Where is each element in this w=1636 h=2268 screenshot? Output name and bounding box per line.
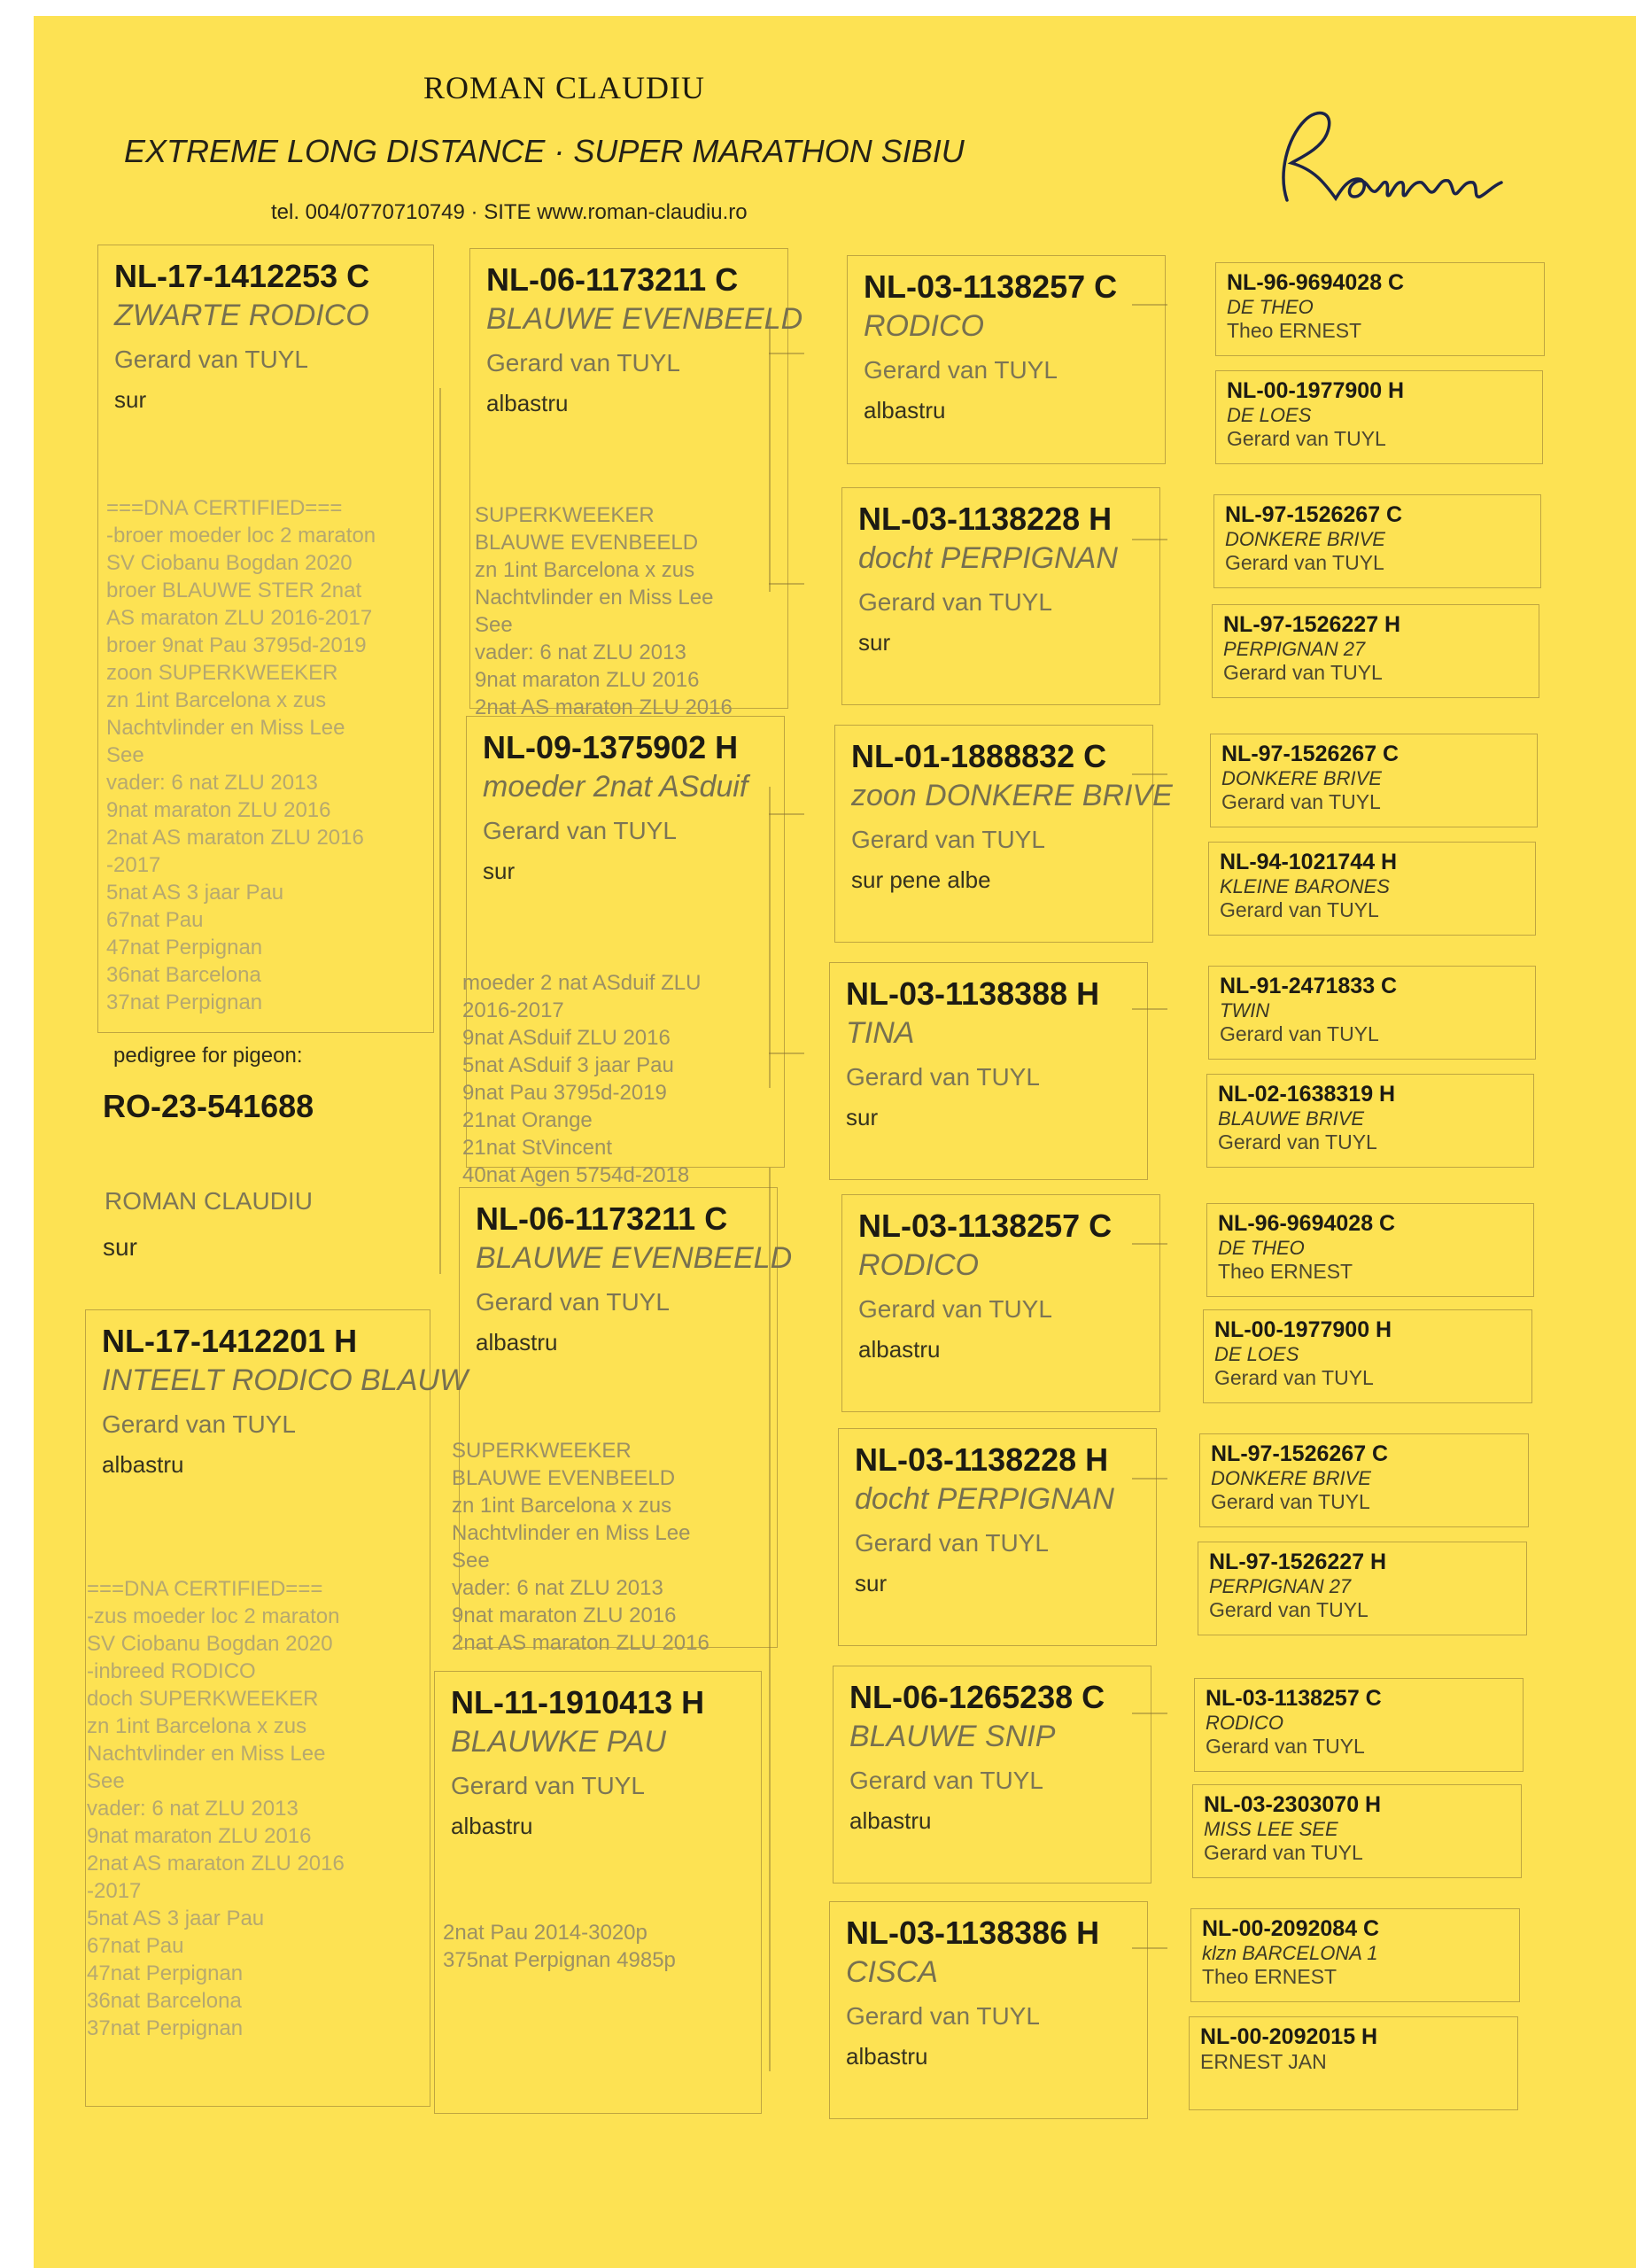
owner-name: Gerard van TUYL — [1214, 1366, 1374, 1389]
pigeon-name: DONKERE BRIVE — [1221, 767, 1382, 789]
owner-name: Gerard van TUYL — [1206, 1735, 1365, 1758]
pigeon-name: zoon DONKERE BRIVE — [851, 779, 1173, 812]
owner-name: Theo ERNEST — [1227, 319, 1362, 342]
gen3-card-2[interactable] — [841, 487, 1160, 705]
owner-name: Gerard van TUYL — [1204, 1841, 1363, 1864]
pigeon-name: BLAUWE EVENBEELD — [476, 1241, 793, 1275]
breeder-subtitle: EXTREME LONG DISTANCE · SUPER MARATHON SIBIU — [124, 133, 965, 169]
gen4-card-1[interactable] — [1215, 262, 1545, 356]
gen4-card-3[interactable] — [1213, 494, 1541, 588]
ring-number: NL-17-1412253 C — [114, 258, 370, 294]
pigeon-color: albastru — [864, 397, 946, 423]
ring-number: NL-03-1138257 C — [858, 1208, 1113, 1244]
pigeon-name: CISCA — [846, 1955, 938, 1989]
pigeon-name: ZWARTE RODICO — [114, 299, 369, 332]
pigeon-name: PERPIGNAN 27 — [1209, 1575, 1352, 1597]
ring-number: NL-17-1412201 H — [102, 1323, 358, 1359]
owner-name: Gerard van TUYL — [1220, 1022, 1379, 1045]
gen4-card-16[interactable] — [1189, 2016, 1518, 2110]
pigeon-name: docht PERPIGNAN — [855, 1482, 1114, 1516]
ring-number: NL-09-1375902 H — [483, 729, 739, 765]
pigeon-name: DE THEO — [1218, 1237, 1305, 1259]
ring-number: NL-00-1977900 H — [1214, 1317, 1392, 1342]
ring-number: NL-03-1138257 C — [1206, 1686, 1382, 1711]
gen2-card-1-notes: SUPERKWEEKER BLAUWE EVENBEELD zn 1int Barcelona x zus Nachtvlinder en Miss Lee See vader: 6 nat ZLU 2013 9nat maraton ZLU 2016 2nat AS maraton ZLU 2016 — [475, 503, 733, 719]
sire-notes: ===DNA CERTIFIED=== -broer moeder loc 2 maraton SV Ciobanu Bogdan 2020 broer BLAUWE STER 2nat AS maraton ZLU 2016-2017 broer 9nat Pau 3795d-2019 zoon SUPERKWEEKER zn 1int Barcelona x zus Nachtvlinder en Miss Lee See vader: 6 nat ZLU 2013 9nat maraton ZLU 2016 2nat AS maraton ZLU 2016 -2017 5nat AS 3 jaar Pau 67nat Pau 47nat Perpignan 36nat Barcelona 37nat Perpignan — [106, 496, 376, 1014]
gen3-card-7[interactable] — [833, 1666, 1151, 1884]
ring-number: NL-97-1526227 H — [1209, 1550, 1387, 1574]
gen4-card-11[interactable] — [1199, 1433, 1529, 1527]
ring-number: NL-97-1526227 H — [1223, 612, 1401, 637]
gen4-card-2[interactable] — [1215, 370, 1543, 464]
owner-name: Gerard van TUYL — [846, 2002, 1040, 2030]
owner-name: Gerard van TUYL — [476, 1288, 670, 1316]
pigeon-name: DE LOES — [1227, 404, 1312, 426]
ring-number: NL-06-1173211 C — [476, 1200, 728, 1237]
pigeon-color: albastru — [451, 1813, 533, 1839]
breeder-contact: tel. 004/0770710749 · SITE www.roman-claudiu.ro — [271, 200, 748, 224]
ring-number: NL-03-2303070 H — [1204, 1792, 1382, 1817]
ring-number: NL-03-1138386 H — [846, 1915, 1100, 1951]
ring-number: NL-03-1138257 C — [864, 268, 1118, 305]
owner-name: Gerard van TUYL — [1225, 551, 1384, 574]
pigeon-name: BLAUWKE PAU — [451, 1725, 667, 1759]
owner-name: Gerard van TUYL — [1227, 427, 1386, 450]
ring-number: NL-03-1138228 H — [855, 1441, 1109, 1478]
owner-name: Theo ERNEST — [1202, 1965, 1337, 1988]
ring-number: NL-01-1888832 C — [851, 738, 1107, 774]
ring-number: NL-11-1910413 H — [451, 1684, 705, 1720]
gen3-card-6[interactable] — [838, 1428, 1157, 1646]
owner-name: Gerard van TUYL — [1218, 1130, 1377, 1153]
pigeon-color: albastru — [476, 1329, 558, 1355]
pigeon-color: sur — [114, 386, 147, 413]
pigeon-name: moeder 2nat ASduif — [483, 770, 748, 804]
ring-number: NL-97-1526267 C — [1221, 742, 1400, 766]
gen3-card-3[interactable] — [834, 725, 1173, 943]
gen3-card-5[interactable] — [841, 1194, 1160, 1412]
pigeon-color: albastru — [846, 2043, 928, 2070]
ring-number: NL-00-2092084 C — [1202, 1916, 1380, 1941]
pigeon-color: sur — [846, 1104, 879, 1130]
pigeon-name: docht PERPIGNAN — [858, 541, 1118, 575]
ring-number: NL-02-1638319 H — [1218, 1082, 1396, 1107]
pigeon-color: sur — [483, 858, 516, 884]
pigeon-name: RODICO — [858, 1248, 979, 1282]
ring-number: NL-96-9694028 C — [1218, 1211, 1396, 1236]
pigeon-color: albastru — [858, 1336, 941, 1363]
pigeon-name: BLAUWE SNIP — [849, 1720, 1056, 1753]
gen4-card-9[interactable] — [1206, 1203, 1534, 1297]
handwritten-signature — [1252, 94, 1517, 227]
subject-ring-number: RO-23-541688 — [103, 1088, 314, 1124]
pigeon-name: KLEINE BARONES — [1220, 875, 1390, 897]
ring-number: NL-03-1138388 H — [846, 975, 1100, 1012]
gen2-card-4-notes: 2nat Pau 2014-3020p 375nat Perpignan 4985p — [443, 1921, 676, 1972]
connector — [439, 388, 441, 1274]
breeder-name: ROMAN CLAUDIU — [423, 70, 705, 105]
gen4-card-8[interactable] — [1206, 1074, 1534, 1168]
gen4-card-14[interactable] — [1192, 1784, 1522, 1878]
pigeon-name: INTEELT RODICO BLAUW — [102, 1363, 469, 1397]
pigeon-name: TWIN — [1220, 999, 1270, 1021]
pigeon-color: sur — [855, 1570, 888, 1596]
gen4-card-4[interactable] — [1212, 604, 1539, 698]
gen4-card-7[interactable] — [1208, 966, 1536, 1060]
ring-number: NL-00-2092015 H — [1200, 2024, 1378, 2049]
gen4-card-5[interactable] — [1210, 734, 1538, 827]
owner-name: Gerard van TUYL — [486, 349, 680, 377]
owner-name: Gerard van TUYL — [855, 1529, 1049, 1557]
owner-name: ERNEST JAN — [1200, 2050, 1327, 2073]
gen3-card-1[interactable] — [847, 255, 1166, 464]
ring-number: NL-06-1265238 C — [849, 1679, 1105, 1715]
subject-owner: ROMAN CLAUDIU — [105, 1187, 313, 1215]
ring-number: NL-06-1173211 C — [486, 261, 739, 298]
owner-name: Gerard van TUYL — [102, 1410, 296, 1438]
pedigree-label: pedigree for pigeon: — [113, 1044, 303, 1068]
pigeon-color: sur — [858, 629, 891, 656]
owner-name: Gerard van TUYL — [858, 1295, 1052, 1323]
ring-number: NL-97-1526267 C — [1225, 502, 1403, 527]
owner-name: Gerard van TUYL — [846, 1063, 1040, 1091]
owner-name: Gerard van TUYL — [1223, 661, 1383, 684]
pigeon-color: albastru — [849, 1807, 932, 1834]
pigeon-name: PERPIGNAN 27 — [1223, 638, 1366, 660]
pigeon-name: BLAUWE BRIVE — [1218, 1107, 1365, 1130]
gen4-card-15[interactable] — [1190, 1908, 1520, 2002]
pigeon-name: DE THEO — [1227, 296, 1314, 318]
ring-number: NL-00-1977900 H — [1227, 378, 1405, 403]
owner-name: Gerard van TUYL — [483, 817, 677, 844]
subject-color: sur — [103, 1233, 137, 1261]
dam-notes: ===DNA CERTIFIED=== -zus moeder loc 2 maraton SV Ciobanu Bogdan 2020 -inbreed RODICO doch SUPERKWEEKER zn 1int Barcelona x zus Nachtvlinder en Miss Lee See vader: 6 nat ZLU 2013 9nat maraton ZLU 2016 2nat AS maraton ZLU 2016 -2017 5nat AS 3 jaar Pau 67nat Pau 47nat Perpignan 36nat Barcelona 37nat Perpignan — [87, 1577, 345, 2040]
owner-name: Gerard van TUYL — [849, 1767, 1043, 1794]
pigeon-color: sur pene albe — [851, 866, 991, 893]
pigeon-name: RODICO — [864, 309, 984, 343]
owner-name: Gerard van TUYL — [114, 346, 308, 373]
gen4-card-12[interactable] — [1198, 1542, 1527, 1635]
owner-name: Gerard van TUYL — [451, 1772, 645, 1799]
pigeon-color: albastru — [486, 390, 569, 416]
ring-number: NL-96-9694028 C — [1227, 270, 1405, 295]
gen3-card-4[interactable] — [829, 962, 1148, 1180]
gen4-card-10[interactable] — [1203, 1309, 1532, 1403]
owner-name: Theo ERNEST — [1218, 1260, 1353, 1283]
owner-name: Gerard van TUYL — [1211, 1490, 1370, 1513]
pigeon-name: DONKERE BRIVE — [1211, 1467, 1371, 1489]
pedigree-sheet — [34, 16, 1636, 2268]
ring-number: NL-94-1021744 H — [1220, 850, 1398, 874]
pigeon-name: klzn BARCELONA 1 — [1202, 1942, 1378, 1964]
owner-name: Gerard van TUYL — [1209, 1598, 1369, 1621]
pigeon-name: RODICO — [1206, 1712, 1283, 1734]
gen2-card-2-notes: moeder 2 nat ASduif ZLU 2016-2017 9nat ASduif ZLU 2016 5nat ASduif 3 jaar Pau 9nat Pau 3795d-2019 21nat Orange 21nat StVincent 40nat Agen 5754d-2018 — [462, 971, 702, 1187]
pigeon-color: albastru — [102, 1451, 184, 1478]
owner-name: Gerard van TUYL — [851, 826, 1045, 853]
owner-name: Gerard van TUYL — [864, 356, 1058, 384]
pigeon-name: DE LOES — [1214, 1343, 1299, 1365]
ring-number: NL-91-2471833 C — [1220, 974, 1398, 998]
pigeon-name: TINA — [846, 1016, 915, 1050]
pigeon-name: MISS LEE SEE — [1204, 1818, 1338, 1840]
owner-name: Gerard van TUYL — [858, 588, 1052, 616]
pigeon-name: DONKERE BRIVE — [1225, 528, 1385, 550]
ring-number: NL-97-1526267 C — [1211, 1441, 1389, 1466]
owner-name: Gerard van TUYL — [1220, 898, 1379, 921]
gen3-card-8[interactable] — [829, 1901, 1148, 2119]
ring-number: NL-03-1138228 H — [858, 501, 1113, 537]
gen4-card-13[interactable] — [1194, 1678, 1524, 1772]
pigeon-name: BLAUWE EVENBEELD — [486, 302, 803, 336]
gen2-card-3-notes: SUPERKWEEKER BLAUWE EVENBEELD zn 1int Barcelona x zus Nachtvlinder en Miss Lee See vader: 6 nat ZLU 2013 9nat maraton ZLU 2016 2nat AS maraton ZLU 2016 — [452, 1439, 709, 1655]
gen4-card-6[interactable] — [1208, 842, 1536, 936]
owner-name: Gerard van TUYL — [1221, 790, 1381, 813]
